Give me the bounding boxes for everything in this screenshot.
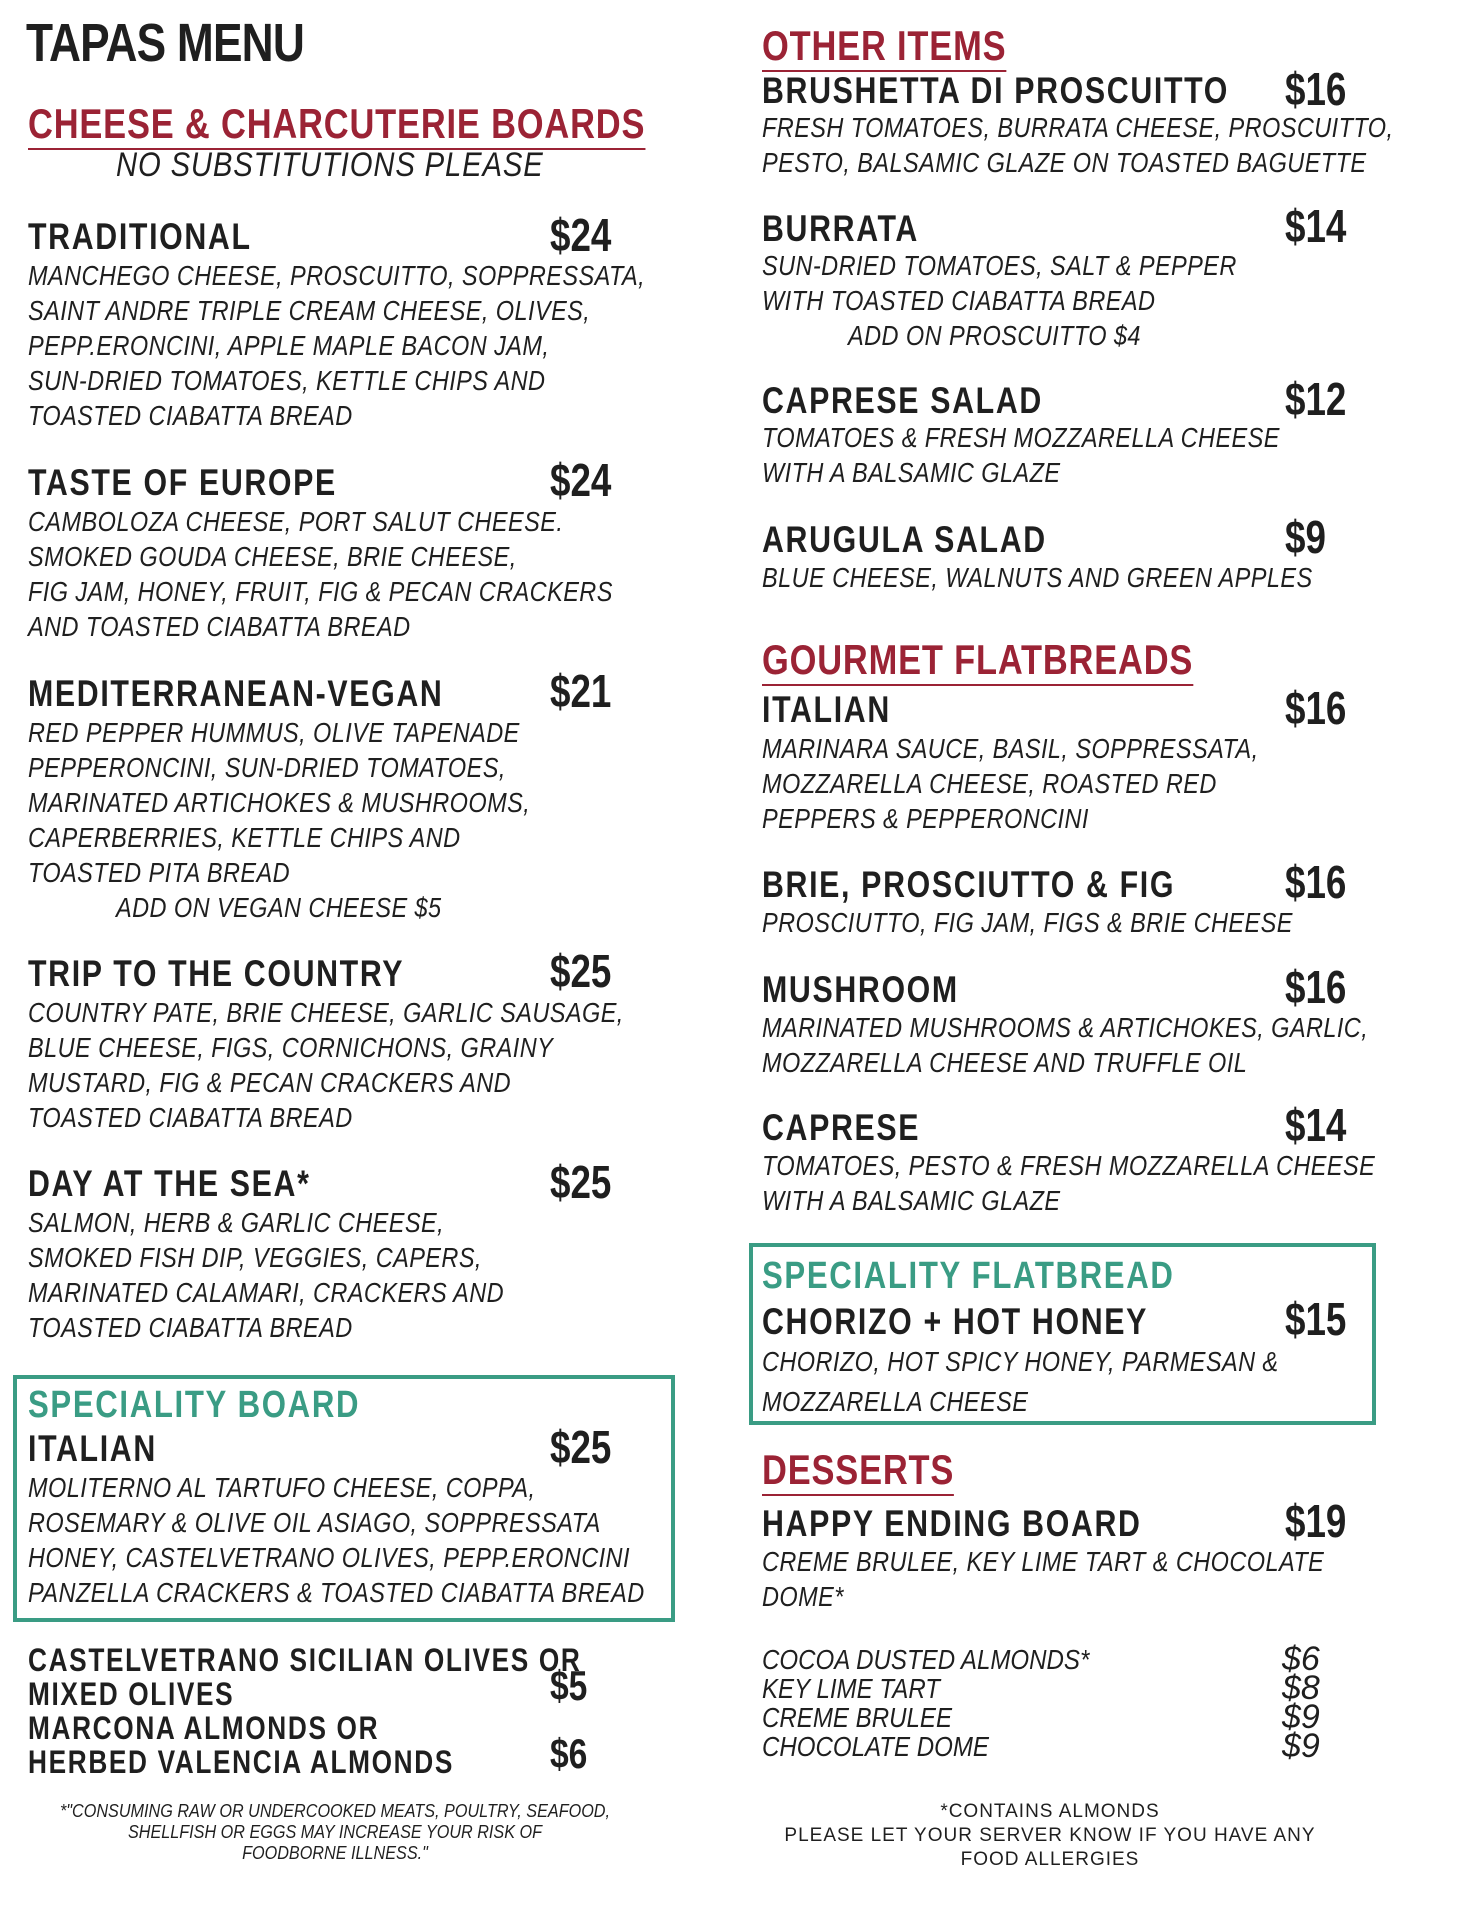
item-name-burrata: BURRATA bbox=[762, 208, 919, 249]
item-name-caprese-salad: CAPRESE SALAD bbox=[762, 380, 1043, 421]
desc-burrata: SUN-DRIED TOMATOES, SALT & PEPPER WITH TOASTED CIABATTA BREAD bbox=[762, 250, 1237, 316]
speciality-flatbread-price: $15 bbox=[1285, 1293, 1347, 1345]
happy-ending-board-price: $19 bbox=[1285, 1495, 1347, 1547]
price-traditional: $24 bbox=[550, 209, 612, 261]
addon-proscuitto: ADD ON PROSCUITTO $4 bbox=[848, 320, 1141, 351]
price-burrata: $14 bbox=[1285, 200, 1347, 252]
desc-taste-of-europe: CAMBOLOZA CHEESE, PORT SALUT CHEESE. SMOKED GOUDA CHEESE, BRIE CHEESE, FIG JAM, HONEY, FRUIT, FIG & PECAN CRACKERS AND TOASTED CIABATTA BREAD bbox=[28, 506, 613, 642]
desc-caprese-salad: TOMATOES & FRESH MOZZARELLA CHEESE WITH A BALSAMIC GLAZE bbox=[762, 422, 1280, 488]
flatbreads-title: GOURMET FLATBREADS bbox=[762, 638, 1193, 686]
item-name-brie-prosciutto-fig: BRIE, PROSCIUTTO & FIG bbox=[762, 864, 1176, 905]
item-name-italian-flatbread: ITALIAN bbox=[762, 689, 891, 730]
dessert-list bbox=[762, 1645, 1089, 1761]
price-mushroom: $16 bbox=[1285, 961, 1347, 1013]
olives-price: $5 bbox=[550, 1662, 588, 1709]
desc-italian-flatbread: MARINARA SAUCE, BASIL, SOPPRESSATA, MOZZARELLA CHEESE, ROASTED RED PEPPERS & PEPPERONCINI bbox=[762, 733, 1259, 834]
happy-ending-board-name: HAPPY ENDING BOARD bbox=[762, 1503, 1142, 1544]
almonds-name: MARCONA ALMONDS OR HERBED VALENCIA ALMONDS bbox=[28, 1710, 454, 1780]
almonds-price: $6 bbox=[550, 1730, 588, 1777]
dessert-item: COCOA DUSTED ALMONDS* bbox=[762, 1644, 1090, 1675]
boards-section-title: CHEESE & CHARCUTERIE BOARDS bbox=[28, 102, 645, 150]
price-mediterranean-vegan: $21 bbox=[550, 665, 612, 717]
boards-note: NO SUBSTITUTIONS PLEASE bbox=[116, 146, 544, 184]
desc-mushroom: MARINATED MUSHROOMS & ARTICHOKES, GARLIC, MOZZARELLA CHEESE AND TRUFFLE OIL bbox=[762, 1012, 1369, 1078]
price-brushetta: $16 bbox=[1285, 63, 1347, 115]
speciality-flatbread-name: CHORIZO + HOT HONEY bbox=[762, 1301, 1149, 1342]
price-caprese-flatbread: $14 bbox=[1285, 1099, 1347, 1151]
desc-brushetta: FRESH TOMATOES, BURRATA CHEESE, PROSCUITTO, PESTO, BALSAMIC GLAZE ON TOASTED BAGUETTE bbox=[762, 112, 1394, 178]
desc-arugula-salad: BLUE CHEESE, WALNUTS AND GREEN APPLES bbox=[762, 562, 1313, 593]
price-day-at-the-sea: $25 bbox=[550, 1156, 612, 1208]
item-name-caprese-flatbread: CAPRESE bbox=[762, 1107, 921, 1148]
speciality-board-desc: MOLITERNO AL TARTUFO CHEESE, COPPA, ROSEMARY & OLIVE OIL ASIAGO, SOPPRESSATA HONEY, CASTELVETRANO OLIVES, PEPP.ERONCINI PANZELLA CRACKERS & TOASTED CIABATTA BREAD bbox=[28, 1472, 645, 1608]
price-arugula-salad: $9 bbox=[1285, 511, 1326, 563]
dessert-price: $6 bbox=[1282, 1640, 1320, 1678]
dessert-price: $8 bbox=[1282, 1669, 1320, 1707]
olives-name: CASTELVETRANO SICILIAN OLIVES OR MIXED OLIVES bbox=[28, 1642, 582, 1712]
desc-mediterranean-vegan: RED PEPPER HUMMUS, OLIVE TAPENADE PEPPERONCINI, SUN-DRIED TOMATOES, MARINATED ARTICHOKES & MUSHROOMS, CAPERBERRIES, KETTLE CHIPS AND TOASTED PITA BREAD bbox=[28, 717, 531, 888]
speciality-board-name: ITALIAN bbox=[28, 1428, 157, 1469]
item-name-traditional: TRADITIONAL bbox=[28, 216, 252, 257]
item-name-day-at-the-sea: DAY AT THE SEA* bbox=[28, 1163, 311, 1204]
item-name-trip-to-the-country: TRIP TO THE COUNTRY bbox=[28, 953, 405, 994]
addon-vegan-cheese: ADD ON VEGAN CHEESE $5 bbox=[116, 892, 442, 923]
speciality-board-price: $25 bbox=[550, 1421, 612, 1473]
speciality-flatbread-desc: CHORIZO, HOT SPICY HONEY, PARMESAN & MOZZARELLA CHEESE bbox=[762, 1346, 1279, 1417]
allergy-note: *CONTAINS ALMONDS PLEASE LET YOUR SERVER KNOW IF YOU HAVE ANY FOOD ALLERGIES bbox=[784, 1801, 1316, 1870]
item-name-mushroom: MUSHROOM bbox=[762, 969, 959, 1010]
price-italian-flatbread: $16 bbox=[1285, 682, 1347, 734]
raw-food-disclaimer: *"CONSUMING RAW OR UNDERCOOKED MEATS, POULTRY, SEAFOOD, SHELLFISH OR EGGS MAY INCREASE YOUR RISK OF FOODBORNE ILLNESS." bbox=[59, 1801, 611, 1863]
price-trip-to-the-country: $25 bbox=[550, 945, 612, 997]
item-name-mediterranean-vegan: MEDITERRANEAN-VEGAN bbox=[28, 673, 444, 714]
desc-brie-prosciutto-fig: PROSCIUTTO, FIG JAM, FIGS & BRIE CHEESE bbox=[762, 907, 1293, 938]
dessert-item: CREME BRULEE bbox=[762, 1702, 953, 1733]
dessert-price: $9 bbox=[1282, 1698, 1320, 1736]
desc-caprese-flatbread: TOMATOES, PESTO & FRESH MOZZARELLA CHEESE WITH A BALSAMIC GLAZE bbox=[762, 1150, 1376, 1216]
other-items-title: OTHER ITEMS bbox=[762, 24, 1006, 72]
dessert-prices bbox=[1282, 1640, 1320, 1765]
desc-trip-to-the-country: COUNTRY PATE, BRIE CHEESE, GARLIC SAUSAGE, BLUE CHEESE, FIGS, CORNICHONS, GRAINY MUSTARD, FIG & PECAN CRACKERS AND TOASTED CIABATTA BREAD bbox=[28, 997, 624, 1133]
dessert-item: CHOCOLATE DOME bbox=[762, 1731, 989, 1762]
page-title: TAPAS MENU bbox=[26, 13, 304, 73]
item-name-arugula-salad: ARUGULA SALAD bbox=[762, 519, 1047, 560]
speciality-flatbread-title: SPECIALITY FLATBREAD bbox=[762, 1255, 1175, 1297]
item-name-brushetta: BRUSHETTA DI PROSCUITTO bbox=[762, 70, 1229, 111]
dessert-price: $9 bbox=[1282, 1727, 1320, 1765]
price-taste-of-europe: $24 bbox=[550, 454, 612, 506]
speciality-board-title: SPECIALITY BOARD bbox=[28, 1384, 361, 1426]
price-brie-prosciutto-fig: $16 bbox=[1285, 856, 1347, 908]
happy-ending-board-desc: CREME BRULEE, KEY LIME TART & CHOCOLATE DOME* bbox=[762, 1546, 1325, 1612]
desc-day-at-the-sea: SALMON, HERB & GARLIC CHEESE, SMOKED FISH DIP, VEGGIES, CAPERS, MARINATED CALAMARI, CRACKERS AND TOASTED CIABATTA BREAD bbox=[28, 1207, 505, 1343]
item-name-taste-of-europe: TASTE OF EUROPE bbox=[28, 462, 337, 503]
dessert-item: KEY LIME TART bbox=[762, 1673, 940, 1704]
desserts-title: DESSERTS bbox=[762, 1448, 954, 1496]
price-caprese-salad: $12 bbox=[1285, 373, 1347, 425]
desc-traditional: MANCHEGO CHEESE, PROSCUITTO, SOPPRESSATA, SAINT ANDRE TRIPLE CREAM CHEESE, OLIVES, PEPP.ERONCINI, APPLE MAPLE BACON JAM, SUN-DRIED TOMATOES, KETTLE CHIPS AND TOASTED CIABATTA BREAD bbox=[28, 260, 646, 431]
